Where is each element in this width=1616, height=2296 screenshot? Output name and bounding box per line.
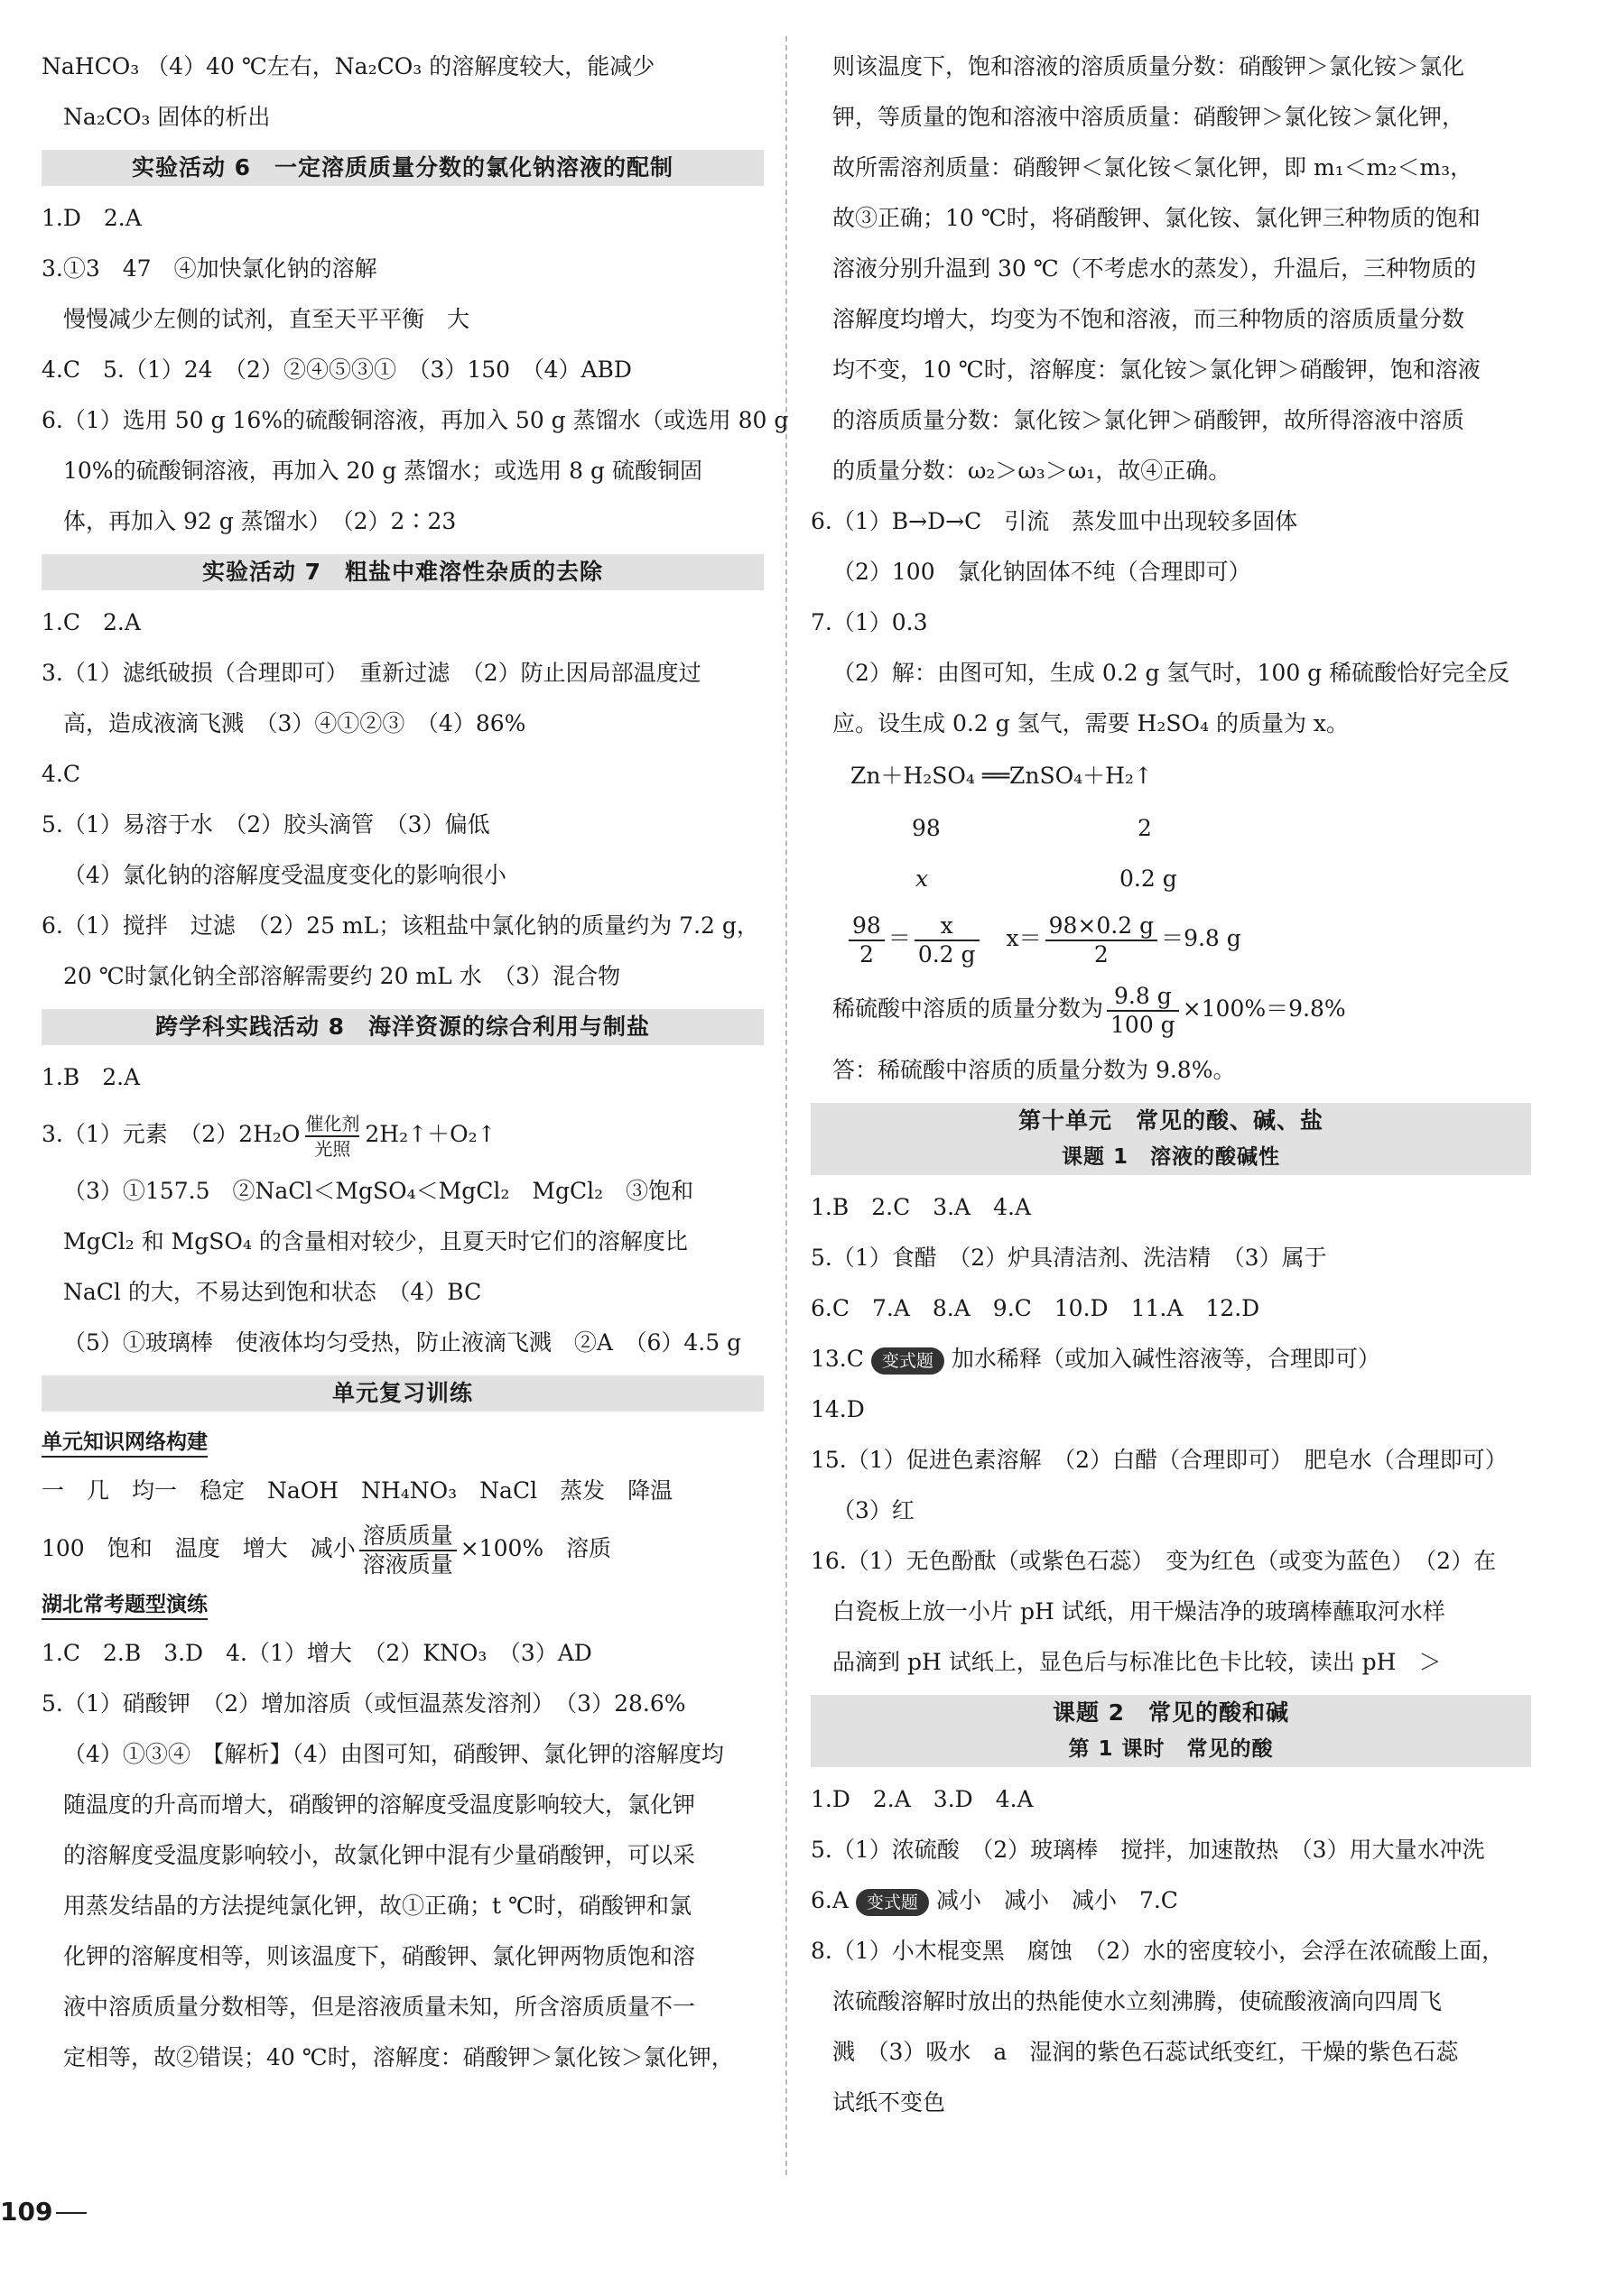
text-line: 故③正确；10 ℃时，将硝酸钾、氯化铵、氯化钾三种物质的饱和 bbox=[832, 205, 1481, 231]
mass-fraction-line bbox=[811, 973, 1531, 1045]
answer-line: 溅 （3）吸水 a 湿润的紫色石蕊试纸变红，干燥的紫色石蕊 bbox=[832, 2039, 1459, 2065]
answer-line-13 bbox=[811, 1334, 1531, 1384]
text-line: 故所需溶剂质量：硝酸钾＜氯化铵＜氯化钾，即 m₁＜m₂＜m₃， bbox=[832, 154, 1473, 181]
coefficient-98: 98 bbox=[912, 815, 941, 841]
ratio-right-top: x bbox=[915, 912, 980, 941]
answer-line: 1.B 2.A bbox=[42, 1064, 141, 1090]
answer-line: MgCl₂ 和 MgSO₄ 的含量相对较少，且夏天时它们的溶解度比 bbox=[63, 1228, 688, 1254]
answer-line: 浓硫酸溶解时放出的热能使水立刻沸腾，使硫酸液滴向四周飞 bbox=[832, 1988, 1443, 2014]
variant-badge: 变式题 bbox=[871, 1347, 944, 1375]
known-mass: 0.2 g bbox=[1119, 866, 1177, 892]
calc-row-unknowns bbox=[811, 854, 1531, 904]
answer-line: 3.（1）滤纸破损（合理即可） 重新过滤 （2）防止因局部温度过 bbox=[42, 660, 701, 686]
text-line: NaHCO₃ （4）40 ℃左右，Na₂CO₃ 的溶解度较大，能减少 bbox=[42, 53, 655, 79]
answer-line: 6.（1）搅拌 过滤 （2）25 mL；该粗盐中氯化钠的质量约为 7.2 g， bbox=[42, 912, 759, 939]
answer-line: 20 ℃时氯化钠全部溶解需要约 20 mL 水 （3）混合物 bbox=[63, 963, 621, 989]
answer-line: 8.（1）小木棍变黑 腐蚀 （2）水的密度较小，会浮在浓硫酸上面， bbox=[811, 1938, 1505, 1964]
proportion-line: $\frac{98}{2}$ ＝ $\frac{x}{0.2 g}$ x＝ $\frac{98\times 0.2 g}{2}$ ＝9.8 g bbox=[811, 904, 1531, 973]
reaction-condition bbox=[305, 1112, 359, 1161]
calc-row-coefficients bbox=[811, 803, 1531, 854]
answer-line: 用蒸发结晶的方法提纯氯化钾，故①正确；t ℃时，硝酸钾和氯 bbox=[63, 1893, 692, 1919]
answer-line: 品滴到 pH 试纸上，显色后与标准比色卡比较，读出 pH ＞ bbox=[832, 1649, 1442, 1675]
equation-suffix: 2H₂↑＋O₂↑ bbox=[365, 1121, 497, 1147]
answer-line: 答：稀硫酸中溶质的质量分数为 9.8%。 bbox=[832, 1057, 1236, 1083]
answer-line: 慢慢减少左侧的试剂，直至天平平衡 大 bbox=[63, 306, 470, 332]
text-line: 溶解度均增大，均变为不饱和溶液，而三种物质的溶质质量分数 bbox=[832, 306, 1465, 332]
answer-line: （2）解：由图可知，生成 0.2 g 氢气时，100 g 稀硫酸恰好完全反 bbox=[832, 660, 1510, 686]
q13-suffix: 加水稀释（或加入碱性溶液等，合理即可） bbox=[951, 1346, 1380, 1372]
page-number: 109 bbox=[0, 2197, 87, 2227]
text-line: 的溶质质量分数：氯化铵＞氯化钾＞硝酸钾，故所得溶液中溶质 bbox=[832, 407, 1465, 433]
subheading-text: 单元知识网络构建 bbox=[42, 1430, 208, 1458]
answer-line: 5.（1）食醋 （2）炉具清洁剂、洗洁精 （3）属于 bbox=[811, 1245, 1327, 1271]
answer-line: （2）100 氯化钠固体不纯（合理即可） bbox=[832, 559, 1251, 585]
answer-line: 5.（1）浓硫酸 （2）玻璃棒 搅拌，加速散热 （3）用大量水冲洗 bbox=[811, 1837, 1485, 1863]
chemical-equation bbox=[811, 749, 1531, 803]
text-line: Na₂CO₃ 固体的析出 bbox=[63, 104, 271, 130]
ratio-right-bottom: 0.2 g bbox=[917, 940, 976, 967]
answer-line: 14.D bbox=[811, 1396, 865, 1422]
answer-line: 16.（1）无色酚酞（或紫色石蕊） 变为红色（或变为蓝色） （2）在 bbox=[811, 1548, 1497, 1574]
answer-line: （5）①玻璃棒 使液体均匀受热，防止液滴飞溅 ②A （6）4.5 g bbox=[63, 1329, 742, 1356]
answer-line: 1.D 2.A bbox=[42, 205, 142, 231]
mass-prefix: 稀硫酸中溶质的质量分数为 bbox=[832, 995, 1104, 1022]
answer-line: 5.（1）硝酸钾 （2）增加溶质（或恒温蒸发溶剂） （3）28.6% bbox=[42, 1690, 686, 1717]
section-header-activity-6: 实验活动 6 一定溶质质量分数的氯化钠溶液的配制 bbox=[42, 150, 764, 186]
answer-line: 随温度的升高而增大，硝酸钾的溶解度受温度影响较大，氯化钾 bbox=[63, 1791, 696, 1818]
equation-text: Zn＋H₂SO₄ ══ZnSO₄＋H₂↑ bbox=[850, 763, 1153, 789]
left-column bbox=[42, 42, 789, 2083]
ratio-right bbox=[915, 912, 980, 968]
answer-line: （3）①157.5 ②NaCl＜MgSO₄＜MgCl₂ MgCl₂ ③饱和 bbox=[63, 1178, 694, 1204]
text-line: 钾，等质量的饱和溶液中溶质质量：硝酸钾＞氯化铵＞氯化钾， bbox=[832, 104, 1465, 130]
formula-line bbox=[42, 1516, 764, 1581]
answer-line-6 bbox=[811, 1875, 1531, 1926]
mass-suffix: ×100%＝9.8% bbox=[1182, 995, 1346, 1022]
answer-line: 7.（1）0.3 bbox=[811, 609, 928, 635]
q13-prefix: 13.C bbox=[811, 1346, 864, 1372]
answer-line: 1.C 2.B 3.D 4.（1）增大 （2）KNO₃ （3）AD bbox=[42, 1640, 592, 1666]
reaction-equation-line bbox=[42, 1103, 764, 1166]
answer-line: 体，再加入 92 g 蒸馏水） （2）2∶23 bbox=[63, 508, 457, 534]
answer-line: 一 几 均一 稳定 NaOH NH₄NO₃ NaCl 蒸发 降温 bbox=[42, 1477, 673, 1504]
answer-line: 化钾的溶解度相等，则该温度下，硝酸钾、氯化钾两物质饱和溶 bbox=[63, 1943, 696, 1969]
answer-line: 5.（1）易溶于水 （2）胶头滴管 （3）偏低 bbox=[42, 811, 490, 838]
text-line: 溶液分别升温到 30 ℃（不考虑水的蒸发），升温后，三种物质的 bbox=[832, 255, 1477, 282]
section-header-unit-10: 第十单元 常见的酸、碱、盐 bbox=[811, 1103, 1531, 1139]
answer-line: 1.B 2.C 3.A 4.A bbox=[811, 1194, 1032, 1220]
ratio-left-bottom: 2 bbox=[859, 940, 874, 967]
q6-suffix: 减小 减小 减小 7.C bbox=[935, 1887, 1178, 1913]
answer-line: （3）红 bbox=[832, 1497, 915, 1523]
section-header-unit-review: 单元复习训练 bbox=[42, 1375, 764, 1412]
section-header-activity-8: 跨学科实践活动 8 海洋资源的综合利用与制盐 bbox=[42, 1009, 764, 1045]
section-header-activity-7: 实验活动 7 粗盐中难溶性杂质的去除 bbox=[42, 554, 764, 590]
answer-line: 试纸不变色 bbox=[832, 2089, 946, 2115]
mass-fraction-formula bbox=[359, 1523, 457, 1578]
formula-prefix: 100 饱和 温度 增大 减小 bbox=[42, 1535, 356, 1561]
answer-line: NaCl 的大，不易达到饱和状态 （4）BC bbox=[63, 1279, 482, 1305]
condition-top: 催化剂 bbox=[305, 1112, 360, 1134]
answer-line: 的溶解度受温度影响较小，故氯化钾中混有少量硝酸钾，可以采 bbox=[63, 1842, 696, 1868]
mass-bottom: 100 g bbox=[1110, 1011, 1175, 1038]
right-column bbox=[811, 42, 1531, 2128]
subheading-knowledge-network bbox=[42, 1419, 764, 1466]
answer-line: 定相等，故②错误；40 ℃时，溶解度：硝酸钾＞氯化铵＞氯化钾， bbox=[63, 2044, 734, 2070]
unknown-x: x bbox=[915, 866, 929, 892]
answer-line: 1.C 2.A bbox=[42, 609, 141, 635]
answer-line: 10%的硫酸铜溶液，再加入 20 g 蒸馏水；或选用 8 g 硫酸铜固 bbox=[63, 458, 702, 484]
mass-fraction bbox=[1107, 983, 1179, 1039]
answer-line: 应。设生成 0.2 g 氢气，需要 H₂SO₄ 的质量为 x。 bbox=[832, 710, 1350, 736]
condition-bottom: 光照 bbox=[305, 1135, 359, 1161]
coefficient-2: 2 bbox=[1138, 815, 1152, 841]
fraction-denominator: 溶液质量 bbox=[362, 1551, 453, 1578]
subheading-text: 湖北常考题型演练 bbox=[42, 1593, 208, 1620]
equation-prefix: 3.（1）元素 （2）2H₂O bbox=[42, 1121, 301, 1147]
answer-line: （4）①③④ 【解析】（4）由图可知，硝酸钾、氯化钾的溶解度均 bbox=[63, 1741, 724, 1767]
text-line: 的质量分数：ω₂＞ω₃＞ω₁，故④正确。 bbox=[832, 458, 1231, 484]
x-fraction bbox=[1045, 912, 1157, 968]
section-header-lesson-2: 课题 2 常见的酸和碱 bbox=[811, 1695, 1531, 1731]
answer-line: 白瓷板上放一小片 pH 试纸，用干燥洁净的玻璃棒蘸取河水样 bbox=[832, 1598, 1445, 1625]
answer-line: 6.C 7.A 8.A 9.C 10.D 11.A 12.D bbox=[811, 1295, 1260, 1321]
x-fraction-top: 98×0.2 g bbox=[1045, 912, 1157, 941]
subheading-hubei-practice bbox=[42, 1581, 764, 1628]
answer-line: 4.C bbox=[42, 761, 80, 787]
answer-line: 15.（1）促进色素溶解 （2）白醋（合理即可） 肥皂水（合理即可） bbox=[811, 1447, 1508, 1473]
variant-badge: 变式题 bbox=[856, 1889, 929, 1916]
ratio-left-top: 98 bbox=[849, 912, 885, 941]
answer-line: 液中溶质质量分数相等，但是溶液质量未知，所含溶质质量不一 bbox=[63, 1994, 696, 2020]
text-line: 均不变，10 ℃时，溶解度：氯化铵＞氯化钾＞硝酸钾，饱和溶液 bbox=[832, 356, 1481, 383]
x-result: ＝9.8 g bbox=[1161, 925, 1241, 951]
mass-top: 9.8 g bbox=[1107, 983, 1179, 1012]
answer-line: 3.①3 47 ④加快氯化钠的溶解 bbox=[42, 255, 377, 282]
answer-line: 6.（1）选用 50 g 16%的硫酸铜溶液，再加入 50 g 蒸馏水（或选用 80 g bbox=[42, 407, 789, 433]
section-header-period-1: 第 1 课时 常见的酸 bbox=[811, 1731, 1531, 1767]
x-equals: x＝ bbox=[1006, 925, 1042, 951]
formula-suffix: ×100% 溶质 bbox=[460, 1535, 612, 1561]
fraction-numerator: 溶质质量 bbox=[359, 1523, 457, 1551]
answer-line: 4.C 5.（1）24 （2）②④⑤③① （3）150 （4）ABD bbox=[42, 356, 632, 383]
answer-line: 1.D 2.A 3.D 4.A bbox=[811, 1786, 1034, 1812]
ratio-left bbox=[849, 912, 885, 968]
answer-line: 6.（1）B→D→C 引流 蒸发皿中出现较多固体 bbox=[811, 508, 1298, 534]
column-divider bbox=[785, 36, 787, 2175]
text-line: 则该温度下，饱和溶液的溶质质量分数：硝酸钾＞氯化铵＞氯化 bbox=[832, 53, 1465, 79]
answer-line: （4）氯化钠的溶解度受温度变化的影响很小 bbox=[63, 862, 506, 888]
q6-prefix: 6.A bbox=[811, 1887, 849, 1913]
answer-line: 高，造成液滴飞溅 （3）④①②③ （4）86% bbox=[63, 710, 526, 736]
x-fraction-bottom: 2 bbox=[1093, 940, 1109, 967]
section-header-lesson-1: 课题 1 溶液的酸碱性 bbox=[811, 1139, 1531, 1175]
